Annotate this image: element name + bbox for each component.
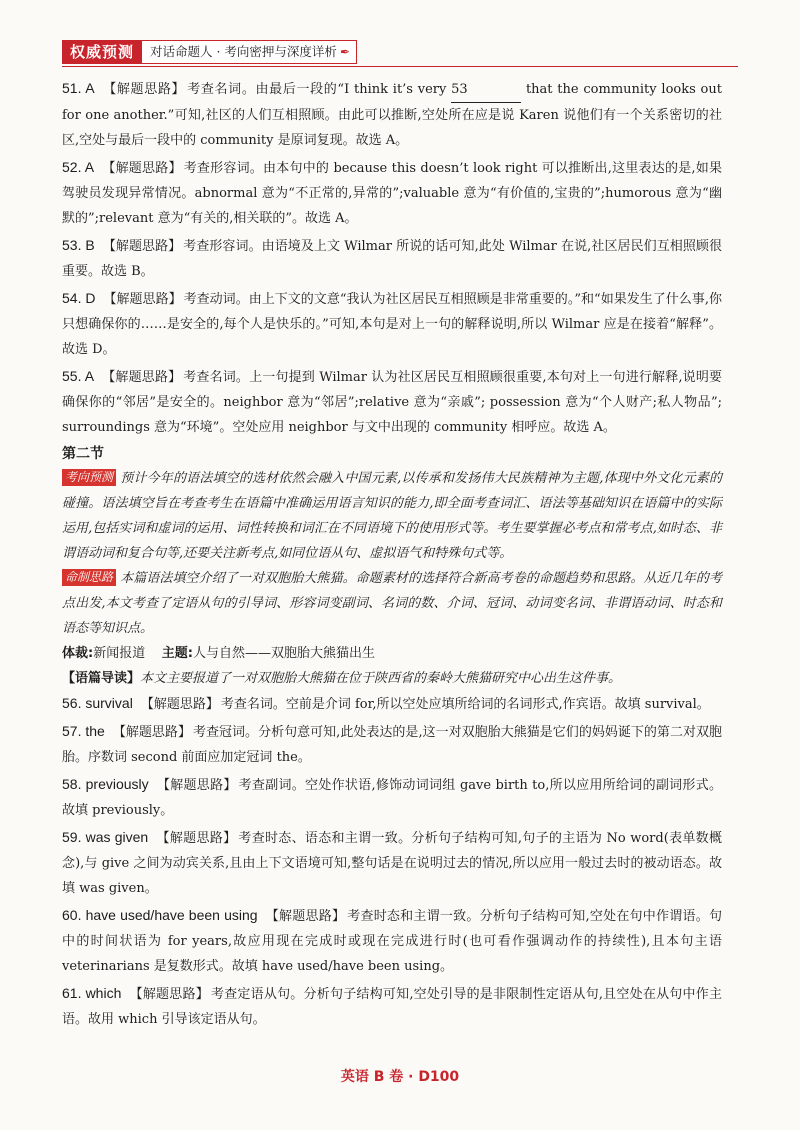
answer-55 <box>62 364 722 440</box>
page-footer: 英语 B 卷 · D100 <box>340 1069 460 1085</box>
idea-paragraph <box>62 566 722 641</box>
theme-label: 主题: <box>161 646 193 661</box>
answer-text: 考查副词。空处作状语,修饰动词词组 gave birth to,所以应用所给词的副词形式。故填 previously。 <box>62 778 722 818</box>
section-title: 第二节 <box>62 446 104 462</box>
answer-53 <box>62 233 722 284</box>
answer-number: 61. which <box>62 985 122 1001</box>
forecast-label: 考向预测 <box>62 469 116 486</box>
theme-value: 人与自然——双胞胎大熊猫出生 <box>192 646 375 661</box>
answer-54 <box>62 286 722 362</box>
guide-paragraph <box>62 666 722 691</box>
idea-text: 本篇语法填空介绍了一对双胞胎大熊猫。命题素材的选择符合新高考卷的命题趋势和思路。从近几年的考点出发,本文考查了定语从句的引导词、形容词变副词、名词的数、介词、冠词、动词变名词、非谓语动词、时态和语态等知识点。 <box>62 571 722 636</box>
answer-text: 考查冠词。分析句意可知,此处表达的是,这一对双胞胎大熊猫是它们的妈妈诞下的第二对双胞胎。序数词 second 前面应加定冠词 the。 <box>62 725 722 765</box>
answer-number: 52. A <box>62 159 95 175</box>
guide-text: 本文主要报道了一对双胞胎大熊猫在位于陕西省的秦岭大熊猫研究中心出生这件事。 <box>140 671 622 686</box>
answer-label: 【解题思路】 <box>103 292 182 307</box>
answer-number: 58. previously <box>62 776 149 792</box>
answer-text: 考查定语从句。分析句子结构可知,空处引导的是非限制性定语从句,且空处在从句中作主语。故用 which 引导该定语从句。 <box>62 987 722 1027</box>
answer-label: 【解题思路】 <box>156 778 237 793</box>
answer-label: 【解题思路】 <box>102 239 182 254</box>
answer-59 <box>62 825 722 901</box>
answer-text-cont: that the community looks out for one another.”可知,社区的人们互相照顾。由此可以推断,空处所在应是说 Karen 说他们有一个关系密切的社区,空处与最后一段中的 community 是原词复现。故选 A。 <box>62 82 722 148</box>
answer-number: 59. was given <box>62 829 149 845</box>
genre-theme-line <box>62 641 722 666</box>
blank-53: 53 <box>451 77 521 103</box>
answer-label: 【解题思路】 <box>102 82 186 97</box>
header-tagline <box>142 40 357 64</box>
answer-text: 考查形容词。由本句中的 because this doesn’t look right 可以推断出,这里表达的是,如果驾驶员发现异常情况。abnormal 意为“不正常的,异常的”;valuable 意为“有价值的,宝贵的”;humorous 意为“幽默的”;relevant 意为“有关的,相关联的”。故选 A。 <box>62 161 722 226</box>
answer-label: 【解题思路】 <box>102 161 182 176</box>
answer-content <box>62 76 722 1034</box>
genre-label: 体裁: <box>62 646 94 661</box>
answer-label: 【解题思路】 <box>112 725 191 740</box>
tagline-text: 对话命题人 · 考向密押与深度详析 <box>150 44 337 59</box>
answer-label: 【解题思路】 <box>129 987 209 1002</box>
forecast-paragraph <box>62 466 722 566</box>
answer-text: 考查形容词。由语境及上文 Wilmar 所说的话可知,此处 Wilmar 在说,社区居民们互相照顾很重要。故选 B。 <box>62 239 722 279</box>
answer-58 <box>62 772 722 823</box>
answer-text: 考查时态和主谓一致。分析句子结构可知,空处在句中作谓语。句中的时间状语为 for years,故应用现在完成时或现在完成进行时(也可看作强调动作的持续性),且本句主语 veterinarians 是复数形式。故填 have used/have been using。 <box>62 909 722 974</box>
answer-57 <box>62 719 722 770</box>
answer-text: 考查名词。上一句提到 Wilmar 认为社区居民互相照顾很重要,本句对上一句进行解释,说明要确保你的“邻居”是安全的。neighbor 意为“邻居”;relative 意为“亲戚”; possession 意为“个人财产;私人物品”; surroundings 意为“环境”。空处应用 neighbor 与文中出现的 community 相呼应。故选 A。 <box>62 370 722 435</box>
answer-number: 53. B <box>62 237 95 253</box>
answer-text: 考查动词。由上下文的文意“我认为社区居民互相照顾是非常重要的。”和“如果发生了什么事,你只想确保你的……是安全的,每个人是快乐的。”可知,本句是对上一句的解释说明,所以 Wilmar 应是在接着“解释”。故选 D。 <box>62 292 722 357</box>
genre-value: 新闻报道 <box>93 646 146 661</box>
answer-number: 51. A <box>62 80 95 96</box>
answer-number: 57. the <box>62 723 105 739</box>
answer-number: 55. A <box>62 368 95 384</box>
answer-number: 56. survival <box>62 695 133 711</box>
answer-label: 【解题思路】 <box>140 697 219 712</box>
brand-label: 权威预测 <box>62 40 142 64</box>
answer-text: 考查名词。由最后一段的“I think it’s very <box>187 82 452 97</box>
answer-text: 考查时态、语态和主谓一致。分析句子结构可知,句子的主语为 No word(表单数概念),与 give 之间为动宾关系,且由上下文语境可知,整句话是在说明过去的情况,所以应用一般过去时的被动语态。故填 was given。 <box>62 831 722 896</box>
answer-60 <box>62 903 722 979</box>
answer-56 <box>62 691 722 717</box>
page-header <box>62 40 357 64</box>
answer-51 <box>62 76 722 153</box>
answer-number: 60. have used/have been using <box>62 907 258 923</box>
answer-61 <box>62 981 722 1032</box>
answer-label: 【解题思路】 <box>265 909 346 924</box>
idea-label: 命制思路 <box>62 569 116 586</box>
guide-label: 【语篇导读】 <box>62 671 141 686</box>
pen-icon: ✒ <box>339 45 350 59</box>
forecast-text: 预计今年的语法填空的选材依然会融入中国元素,以传承和发扬伟大民族精神为主题,体现中外文化元素的碰撞。语法填空旨在考查考生在语篇中准确运用语言知识的能力,即全面考查词汇、语法等基础知识在语篇中的实际运用,包括实词和虚词的运用、词性转换和词汇在不同语境下的使用形式等。考生要掌握必考点和常考点,如时态、非谓语动词和复合句等,还要关注新考点,如同位语从句、虚拟语气和特殊句式等。 <box>62 471 722 561</box>
answer-text: 考查名词。空前是介词 for,所以空处应填所给词的名词形式,作宾语。故填 survival。 <box>220 697 710 712</box>
answer-label: 【解题思路】 <box>156 831 237 846</box>
answer-52 <box>62 155 722 231</box>
header-divider <box>62 66 738 67</box>
answer-number: 54. D <box>62 290 96 306</box>
answer-label: 【解题思路】 <box>102 370 182 385</box>
